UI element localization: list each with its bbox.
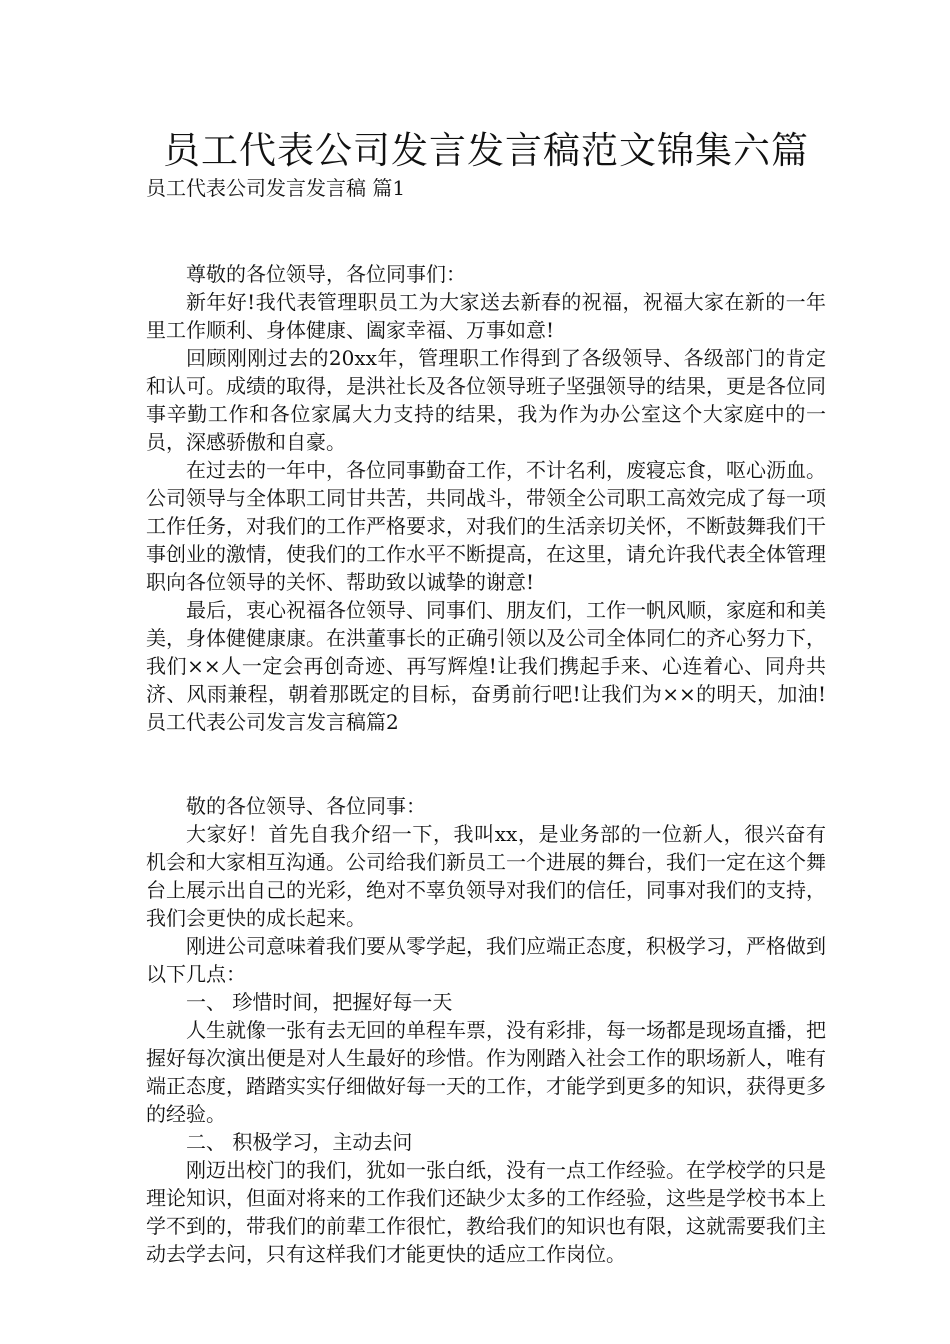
spacer bbox=[146, 736, 826, 792]
document-page bbox=[146, 128, 826, 1268]
paragraph-new-year: 新年好!我代表管理职员工为大家送去新春的祝福，祝福大家在新的一年里工作顺利、身体健康、阖家幸福、万事如意! bbox=[146, 290, 826, 342]
paragraph-attitude: 刚进公司意味着我们要从零学起，我们应端正态度，积极学习，严格做到以下几点： bbox=[146, 934, 826, 986]
paragraph-introduction: 大家好！首先自我介绍一下，我叫xx，是业务部的一位新人，很兴奋有机会和大家相互沟通。公司给我们新员工一个进展的舞台，我们一定在这个舞台上展示出自己的光彩，绝对不辜负领导对我们的信任，同事对我们的支持，我们会更快的成长起来。 bbox=[146, 822, 826, 930]
paragraph-review: 回顾刚刚过去的20xx年，管理职工作得到了各级领导、各级部门的肯定和认可。成绩的取得，是洪社长及各位领导班子坚强领导的结果，更是各位同事辛勤工作和各位家属大力支持的结果，我为作为办公室这个大家庭中的一员，深感骄傲和自豪。 bbox=[146, 346, 826, 454]
salutation-2: 敬的各位领导、各位同事： bbox=[186, 794, 426, 818]
list-heading-2: 二、 积极学习，主动去问 bbox=[186, 1130, 413, 1154]
paragraph-closing: 最后，衷心祝福各位领导、同事们、朋友们，工作一帆风顺，家庭和和美美，身体健健康康。在洪董事长的正确引领以及公司全体同仁的齐心努力下，我们××人一定会再创奇迹、再写辉煌!让我们携起手来、心连着心、同舟共济、风雨兼程，朝着那既定的目标，奋勇前行吧!让我们为××的明天，加油!员工代表公司发言发言稿篇2 bbox=[146, 598, 826, 734]
paragraph-active-learning: 刚迈出校门的我们，犹如一张白纸，没有一点工作经验。在学校学的只是理论知识，但面对将来的工作我们还缺少太多的工作经验，这些是学校书本上学不到的，带我们的前辈工作很忙，教给我们的知识也有限，这就需要我们主动去学去问，只有这样我们才能更快的适应工作岗位。 bbox=[146, 1158, 826, 1266]
list-heading-1: 一、 珍惜时间，把握好每一天 bbox=[186, 990, 453, 1014]
salutation-1: 尊敬的各位领导，各位同事们： bbox=[186, 262, 466, 286]
section-heading-1: 员工代表公司发言发言稿 篇1 bbox=[146, 176, 406, 200]
paragraph-cherish-time: 人生就像一张有去无回的单程车票，没有彩排，每一场都是现场直播，把握好每次演出便是对人生最好的珍惜。作为刚踏入社会工作的职场新人，唯有端正态度，踏踏实实仔细做好每一天的工作，才能学到更多的知识，获得更多的经验。 bbox=[146, 1018, 826, 1126]
document-title: 员工代表公司发言发言稿范文锦集六篇 bbox=[163, 129, 809, 172]
paragraph-past-year: 在过去的一年中，各位同事勤奋工作，不计名利，废寝忘食，呕心沥血。公司领导与全体职工同甘共苦，共同战斗，带领全公司职工高效完成了每一项工作任务，对我们的工作严格要求，对我们的生活亲切关怀，不断鼓舞我们干事创业的激情，使我们的工作水平不断提高，在这里，请允许我代表全体管理职向各位领导的关怀、帮助致以诚挚的谢意! bbox=[146, 458, 826, 594]
spacer bbox=[146, 202, 826, 260]
